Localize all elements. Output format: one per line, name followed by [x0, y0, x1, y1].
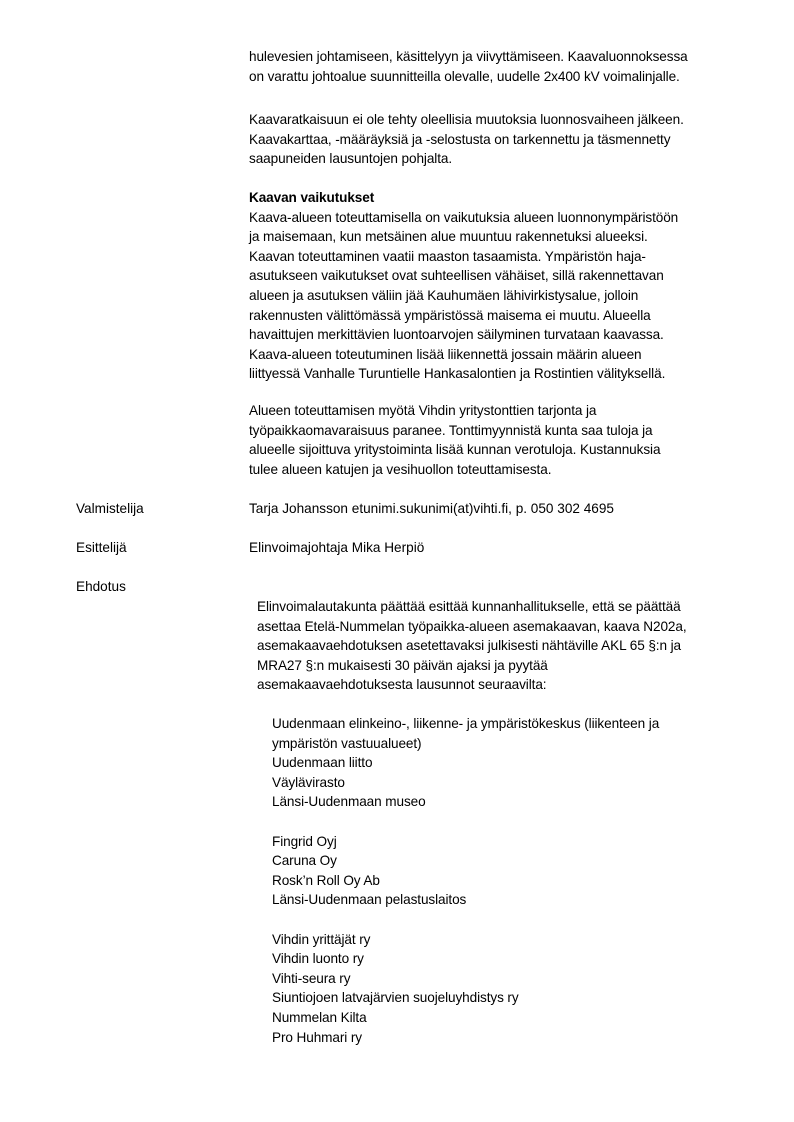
recipient-item: Vihdin yrittäjät ry — [272, 931, 371, 947]
recipient-item: Nummelan Kilta — [272, 1009, 367, 1025]
text-line: Kaavan toteuttaminen vaatii maaston tasaamista. Ympäristön haja- — [249, 248, 646, 264]
text-line: hulevesien johtamiseen, käsittelyyn ja viivyttämiseen. Kaavaluonnoksessa — [249, 49, 688, 64]
recipient-item: Väylävirasto — [272, 774, 345, 790]
recipient-item: Vihdin luonto ry — [272, 951, 364, 967]
presenter-value: Elinvoimajohtaja Mika Herpiö — [249, 540, 425, 555]
text-line: saapuneiden lausuntojen pohjalta. — [249, 151, 453, 167]
impacts-section — [249, 188, 769, 384]
text-line: Kaava-alueen toteuttamisella on vaikutuksia alueen luonnonympäristöön — [249, 209, 679, 225]
recipient-item: Rosk’n Roll Oy Ab — [272, 872, 380, 888]
text-line: Kaavaratkaisuun ei ole tehty oleellisia muutoksia luonnosvaiheen jälkeen. — [249, 112, 684, 127]
recipient-item: Pro Huhmari ry — [272, 1029, 362, 1045]
preparer-value: Tarja Johansson etunimi.sukunimi(at)vihti.fi, p. 050 302 4695 — [249, 501, 614, 516]
recipient-item: Siuntiojoen latvajärvien suojeluyhdistys ry — [272, 990, 519, 1006]
recipient-item: Länsi-Uudenmaan pelastuslaitos — [272, 892, 467, 908]
spacer — [272, 910, 752, 930]
text-line: asettaa Etelä-Nummelan työpaikka-alueen asemakaavan, kaava N202a, — [257, 618, 687, 634]
recipient-item: Caruna Oy — [272, 853, 337, 869]
recipient-item: Vihti-seura ry — [272, 970, 351, 986]
proposal-label: Ehdotus — [76, 579, 126, 594]
text-line: asutukseen vaikutukset ovat suhteellisen vähäiset, sillä rakennettavan — [249, 268, 664, 284]
preparer-label: Valmistelija — [76, 501, 144, 516]
economy-paragraph — [249, 401, 769, 479]
spacer — [272, 812, 752, 832]
proposal-paragraph — [257, 597, 757, 695]
recipient-item: ympäristön vastuualueet) — [272, 735, 422, 751]
text-line: Kaava-alueen toteutuminen lisää liikennettä jossain määrin alueen — [249, 346, 642, 362]
continuation-paragraph — [249, 47, 769, 86]
recipient-item: Länsi-Uudenmaan museo — [272, 794, 426, 810]
text-line: on varattu johtoalue suunnitteilla olevalle, uudelle 2x400 kV voimalinjalle. — [249, 68, 680, 84]
text-line: rakennusten välittömässä ympäristössä maisema ei muutu. Alueella — [249, 307, 651, 323]
presenter-label: Esittelijä — [76, 540, 127, 555]
text-line: asemakaavaehdotuksesta lausunnot seuraavilta: — [257, 677, 547, 693]
text-line: alueen ja asutuksen väliin jää Kauhumäen lähivirkistysalue, jolloin — [249, 287, 639, 303]
text-line: Elinvoimalautakunta päättää esittää kunnanhallitukselle, että se päättää — [257, 599, 681, 614]
text-line: alueelle sijoittuva yritystoiminta lisää kunnan verotuloja. Kustannuksia — [249, 442, 661, 458]
text-line: työpaikkaomavaraisuus paranee. Tonttimyynnistä kunta saa tuloja ja — [249, 422, 653, 438]
text-line: Alueen toteuttamisen myötä Vihdin yritystonttien tarjonta ja — [249, 403, 597, 418]
recipient-item: Uudenmaan elinkeino-, liikenne- ja ympäristökeskus (liikenteen ja — [272, 716, 660, 731]
recipients-list — [272, 714, 752, 1047]
recipient-item: Fingrid Oyj — [272, 833, 337, 849]
changes-paragraph — [249, 110, 769, 169]
text-line: Kaavakarttaa, -määräyksiä ja -selostusta on tarkennettu ja täsmennetty — [249, 131, 671, 147]
text-line: havaittujen merkittävien luontoarvojen säilyminen turvataan kaavassa. — [249, 327, 664, 343]
text-line: asemakaavaehdotuksen asetettavaksi julkisesti nähtäville AKL 65 §:n ja — [257, 638, 681, 654]
recipient-item: Uudenmaan liitto — [272, 755, 373, 771]
text-line: MRA27 §:n mukaisesti 30 päivän ajaksi ja pyytää — [257, 657, 548, 673]
text-line: liittyessä Vanhalle Turuntielle Hankasalontien ja Rostintien välityksellä. — [249, 366, 666, 382]
text-line: ja maisemaan, kun metsäinen alue muuntuu rakennetuksi alueeksi. — [249, 229, 648, 245]
impacts-heading: Kaavan vaikutukset — [249, 190, 375, 205]
text-line: tulee alueen katujen ja vesihuollon toteuttamisesta. — [249, 461, 552, 477]
